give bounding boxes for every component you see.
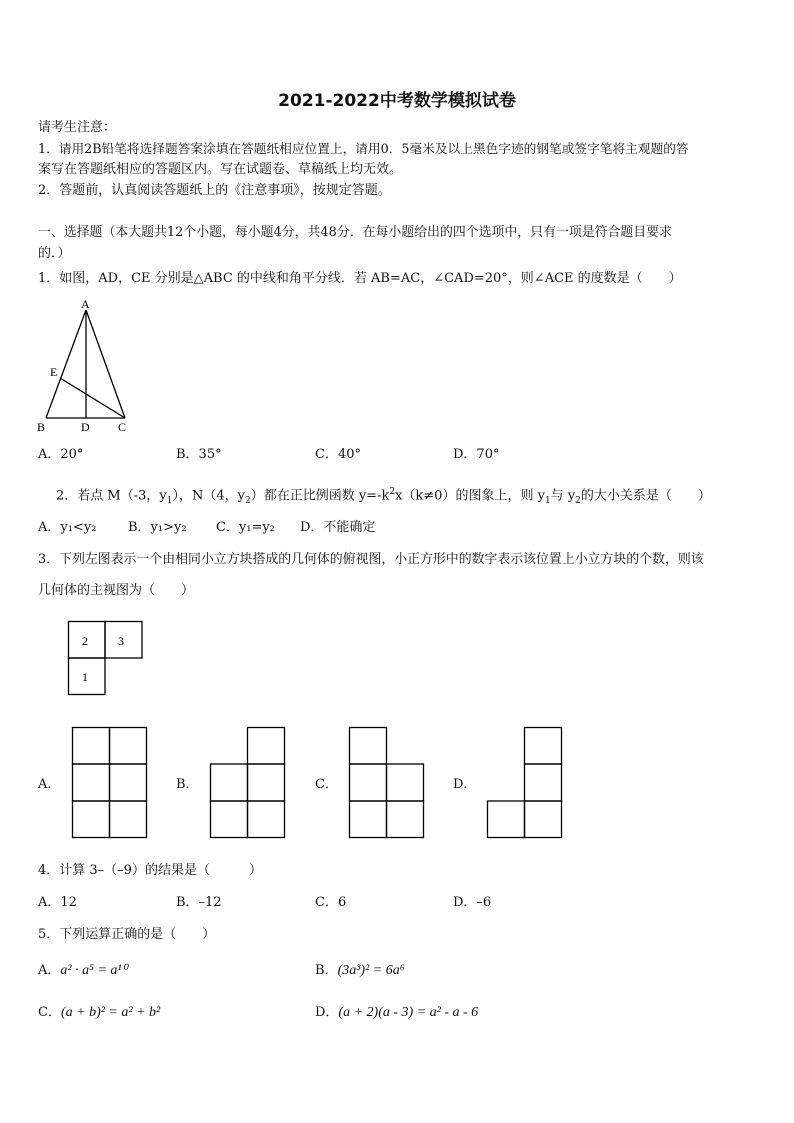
vertex-label-a: A xyxy=(81,297,90,311)
notice-line-2: 案写在答题纸相应的答题区内。写在试题卷、草稿纸上均无效。 xyxy=(38,162,403,177)
question-3-option-c-label: C． xyxy=(315,777,338,792)
question-5-option-d-expression: (a + 2)(a - 3) = a² - a - 6 xyxy=(338,1005,479,1020)
question-2-option-b: B．y₁>y₂ xyxy=(128,520,187,535)
notice-heading: 请考生注意： xyxy=(38,120,117,135)
vertex-label-c: C xyxy=(118,420,127,434)
question-1-option-b: B．35° xyxy=(176,447,222,462)
question-4-stem: 4．计算 3–（–9）的结果是（ ） xyxy=(38,863,262,878)
question-3-option-a-label: A． xyxy=(38,777,61,792)
question-3-stem-line-2: 几何体的主视图为（ ） xyxy=(38,583,195,598)
question-2-option-c: C．y₁=y₂ xyxy=(216,520,275,535)
question-1-triangle-figure xyxy=(30,296,150,436)
notice-line-1: 1．请用2B铅笔将选择题答案涂填在答题纸相应位置上，请用0．5毫米及以上黑色字迹的钢笔或签字笔将主观题的答 xyxy=(38,141,689,156)
question-4-option-a: A．12 xyxy=(38,895,77,910)
question-5-option-b: B．(3a³)² = 6a⁶ xyxy=(315,963,405,978)
question-1-option-d: D．70° xyxy=(453,447,500,462)
question-1-option-a: A．20° xyxy=(38,447,84,462)
question-3-option-d-label: D． xyxy=(453,777,477,792)
question-5-stem: 5．下列运算正确的是（ ） xyxy=(38,927,216,942)
question-4-option-b: B．–12 xyxy=(176,895,222,910)
question-5-option-c: C．(a + b)² = a² + b² xyxy=(38,1005,161,1020)
question-4-option-c: C．6 xyxy=(315,895,347,910)
question-2-stem: 2．若点 M（-3，$y_1$），N（4，$y_2$）都在正比例函数 $y=-k^2x(k\ne 0)$的图象上，则 $y_1$与 $y_2$的大小关系是（ ） xyxy=(56,487,711,506)
question-2-option-d: D．不能确定 xyxy=(300,520,376,535)
question-3-option-b-label: B． xyxy=(176,777,199,792)
vertex-label-e: E xyxy=(50,365,58,379)
vertex-label-b: B xyxy=(37,420,46,434)
question-3-top-view xyxy=(68,621,148,696)
question-2-option-a: A．y₁<y₂ xyxy=(38,520,97,535)
question-1-stem: 1．如图，AD，CE 分别是△ABC 的中线和角平分线．若 AB=AC，∠CAD=20°，则∠ACE 的度数是（ ） xyxy=(38,271,682,286)
question-3-option-b-figure xyxy=(210,727,286,839)
top-view-number-3: 3 xyxy=(118,634,124,648)
question-4-option-d: D．–6 xyxy=(453,895,492,910)
question-3-stem-line-1: 3．下列左图表示一个由相同小立方块搭成的几何体的俯视图，小正方形中的数字表示该位置上小立方块的个数，则该 xyxy=(38,552,704,567)
page-title: 2021-2022中考数学模拟试卷 xyxy=(278,91,516,111)
vertex-label-d: D xyxy=(81,420,90,434)
question-5-option-a: A．a² · a⁵ = a¹⁰ xyxy=(38,963,128,978)
section-header-line-2: 的．） xyxy=(38,246,71,261)
question-1-option-c: C．40° xyxy=(315,447,361,462)
question-3-option-a-figure xyxy=(72,727,148,839)
top-view-number-2: 2 xyxy=(82,634,88,648)
notice-line-3: 2．答题前，认真阅读答题纸上的《注意事项》，按规定答题。 xyxy=(38,183,391,198)
question-5-option-a-expression: a² · a⁵ = a¹⁰ xyxy=(60,963,128,978)
question-3-option-c-figure xyxy=(349,727,425,839)
question-3-option-d-figure xyxy=(487,727,563,839)
question-5-option-d: D．(a + 2)(a - 3) = a² - a - 6 xyxy=(315,1005,479,1020)
question-5-option-b-expression: (3a³)² = 6a⁶ xyxy=(337,963,405,978)
question-5-option-c-expression: (a + b)² = a² + b² xyxy=(60,1005,161,1020)
top-view-number-1: 1 xyxy=(82,670,88,684)
section-header-line-1: 一、选择题（本大题共12个小题，每小题4分，共48分．在每小题给出的四个选项中，只有一项是符合题目要求 xyxy=(38,225,672,240)
